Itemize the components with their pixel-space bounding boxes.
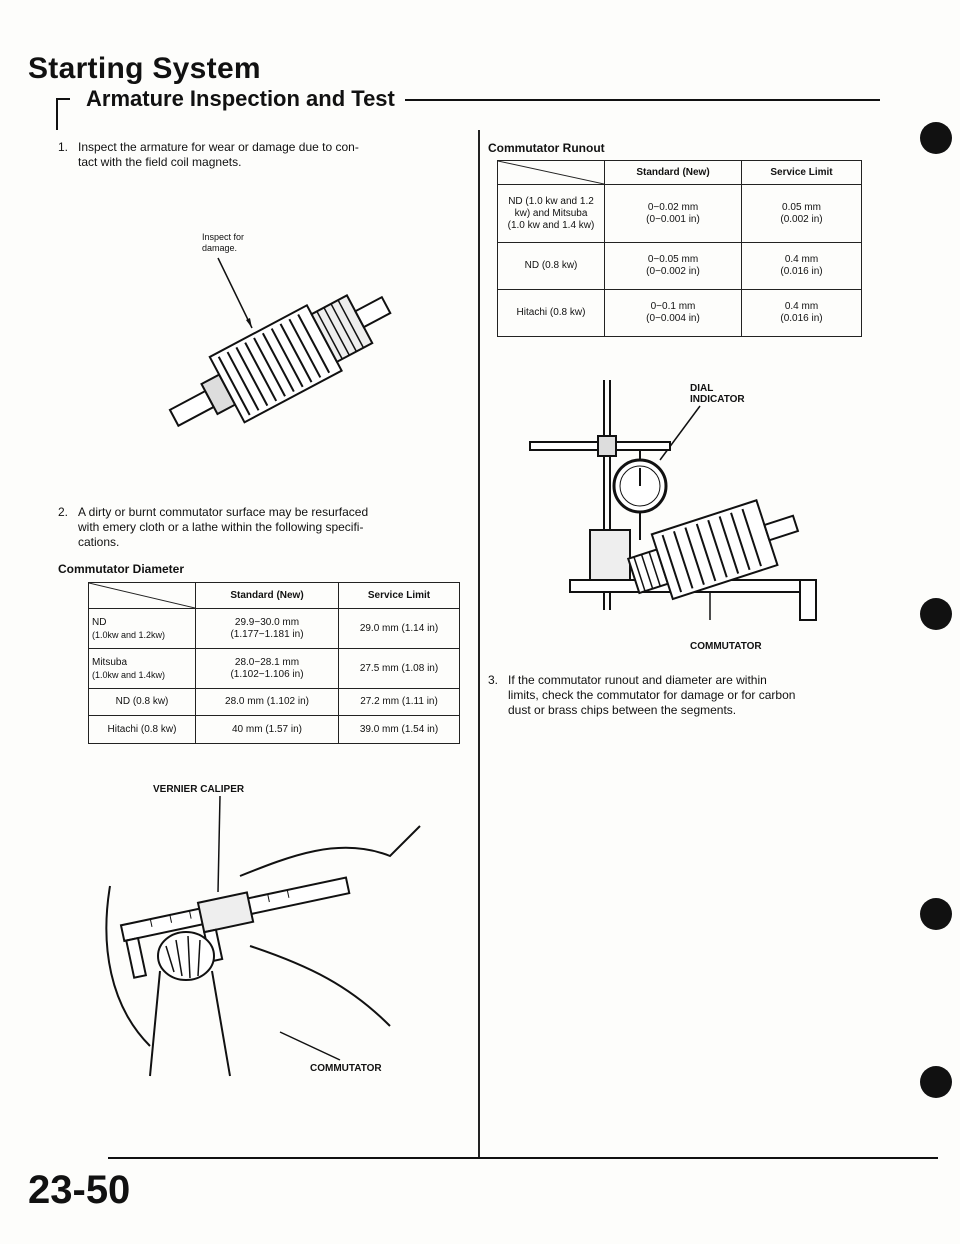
step-3 xyxy=(488,673,888,721)
row-label-line: ND (1.0 kw and 1.2 xyxy=(508,195,594,207)
limit-value: 39.0 mm (1.54 in) xyxy=(339,716,460,744)
limit-cell xyxy=(742,290,862,337)
step-number: 2. xyxy=(58,505,69,519)
section-rule xyxy=(405,99,880,101)
row-label xyxy=(89,609,196,649)
std-value: 28.0 mm (1.102 in) xyxy=(196,689,339,716)
step-text: Inspect the armature for wear or damage due to con- xyxy=(78,140,359,154)
step-number: 1. xyxy=(58,140,69,154)
std-value: (0−0.001 in) xyxy=(646,213,700,225)
diameter-table xyxy=(88,582,460,744)
std-value: 0−0.02 mm xyxy=(647,201,699,213)
std-value: (0−0.002 in) xyxy=(646,266,700,277)
std-cell xyxy=(196,609,339,649)
vernier-caliper-illustration xyxy=(90,796,450,1086)
step-text: limits, check the commutator for damage or for carbon xyxy=(508,688,796,702)
footer-rule xyxy=(108,1157,938,1159)
limit-cell xyxy=(742,185,862,243)
runout-table-title: Commutator Runout xyxy=(488,141,605,155)
table-row xyxy=(498,243,862,290)
row-label-line: kw) and Mitsuba xyxy=(514,207,588,219)
row-label-line: Mitsuba xyxy=(92,656,128,668)
limit-value: 0.05 mm xyxy=(782,201,821,213)
column-header: Standard (New) xyxy=(196,583,339,609)
step-text: cations. xyxy=(78,535,120,549)
step-1 xyxy=(58,140,468,172)
registration-dot xyxy=(920,898,952,930)
row-label-line: (1.0 kw and 1.4 kw) xyxy=(507,219,595,231)
table-corner xyxy=(89,583,196,609)
row-label xyxy=(498,185,605,243)
page-number: 23-50 xyxy=(28,1168,131,1212)
std-value: 0−0.05 mm xyxy=(647,254,699,265)
section-title: Armature Inspection and Test xyxy=(86,86,395,111)
column-header: Service Limit xyxy=(339,583,460,609)
table-row xyxy=(89,649,460,689)
row-label-line: ND xyxy=(92,616,107,628)
std-cell xyxy=(196,649,339,689)
step-text: with emery cloth or a lathe within the following specifi- xyxy=(78,520,364,534)
std-value: 28.0−28.1 mm xyxy=(234,656,300,668)
table-row xyxy=(89,609,460,649)
table-corner xyxy=(498,161,605,185)
figure-label: COMMUTATOR xyxy=(690,641,762,652)
limit-value: (0.016 in) xyxy=(780,313,823,324)
table-row xyxy=(498,290,862,337)
figure-label: DIAL xyxy=(690,383,714,394)
callout-inspect: Inspect for xyxy=(202,232,245,242)
callout-damage: damage. xyxy=(202,243,238,253)
limit-value: 0.4 mm xyxy=(784,301,819,312)
std-value: 29.9−30.0 mm xyxy=(234,616,300,628)
std-value: (0−0.004 in) xyxy=(646,313,700,324)
std-cell xyxy=(605,185,742,243)
row-label-line: (1.0kw and 1.2kw) xyxy=(92,629,166,640)
std-value: 0−0.1 mm xyxy=(650,301,696,312)
std-value: (1.177−1.181 in) xyxy=(230,628,304,640)
step-number: 3. xyxy=(488,673,499,687)
step-text: tact with the field coil magnets. xyxy=(78,155,242,169)
limit-cell xyxy=(742,243,862,290)
std-cell xyxy=(605,243,742,290)
dial-indicator-illustration xyxy=(510,380,850,650)
row-label: Hitachi (0.8 kw) xyxy=(89,716,196,744)
section-bracket xyxy=(56,98,70,130)
page-title: Starting System xyxy=(28,52,261,85)
column-header: Service Limit xyxy=(742,161,862,185)
runout-table xyxy=(497,160,862,337)
step-text: A dirty or burnt commutator surface may be resurfaced xyxy=(78,505,369,519)
limit-value: 29.0 mm (1.14 in) xyxy=(339,609,460,649)
step-text: dust or brass chips between the segments. xyxy=(508,703,737,717)
row-label-line: (1.0kw and 1.4kw) xyxy=(92,669,166,680)
row-label: ND (0.8 kw) xyxy=(89,689,196,716)
limit-value: (0.002 in) xyxy=(780,213,823,225)
limit-value: (0.016 in) xyxy=(780,266,823,277)
figure-label: COMMUTATOR xyxy=(310,1063,382,1074)
armature-illustration xyxy=(150,250,420,450)
diameter-table-title: Commutator Diameter xyxy=(58,562,185,576)
column-header: Standard (New) xyxy=(605,161,742,185)
row-label: Hitachi (0.8 kw) xyxy=(498,290,605,337)
figure-label: VERNIER CALIPER xyxy=(153,784,245,795)
figure-label: INDICATOR xyxy=(690,394,745,405)
registration-dot xyxy=(920,122,952,154)
std-value: (1.102−1.106 in) xyxy=(230,668,304,680)
registration-dot xyxy=(920,1066,952,1098)
registration-dot xyxy=(920,598,952,630)
step-2 xyxy=(58,505,468,553)
column-divider xyxy=(478,130,480,1158)
row-label xyxy=(89,649,196,689)
table-row xyxy=(89,716,460,744)
limit-value: 27.2 mm (1.11 in) xyxy=(339,689,460,716)
table-row xyxy=(498,185,862,243)
limit-value: 0.4 mm xyxy=(784,254,819,265)
std-cell xyxy=(605,290,742,337)
table-row xyxy=(89,689,460,716)
std-value: 40 mm (1.57 in) xyxy=(196,716,339,744)
row-label: ND (0.8 kw) xyxy=(498,243,605,290)
limit-value: 27.5 mm (1.08 in) xyxy=(339,649,460,689)
step-text: If the commutator runout and diameter are within xyxy=(508,673,767,687)
